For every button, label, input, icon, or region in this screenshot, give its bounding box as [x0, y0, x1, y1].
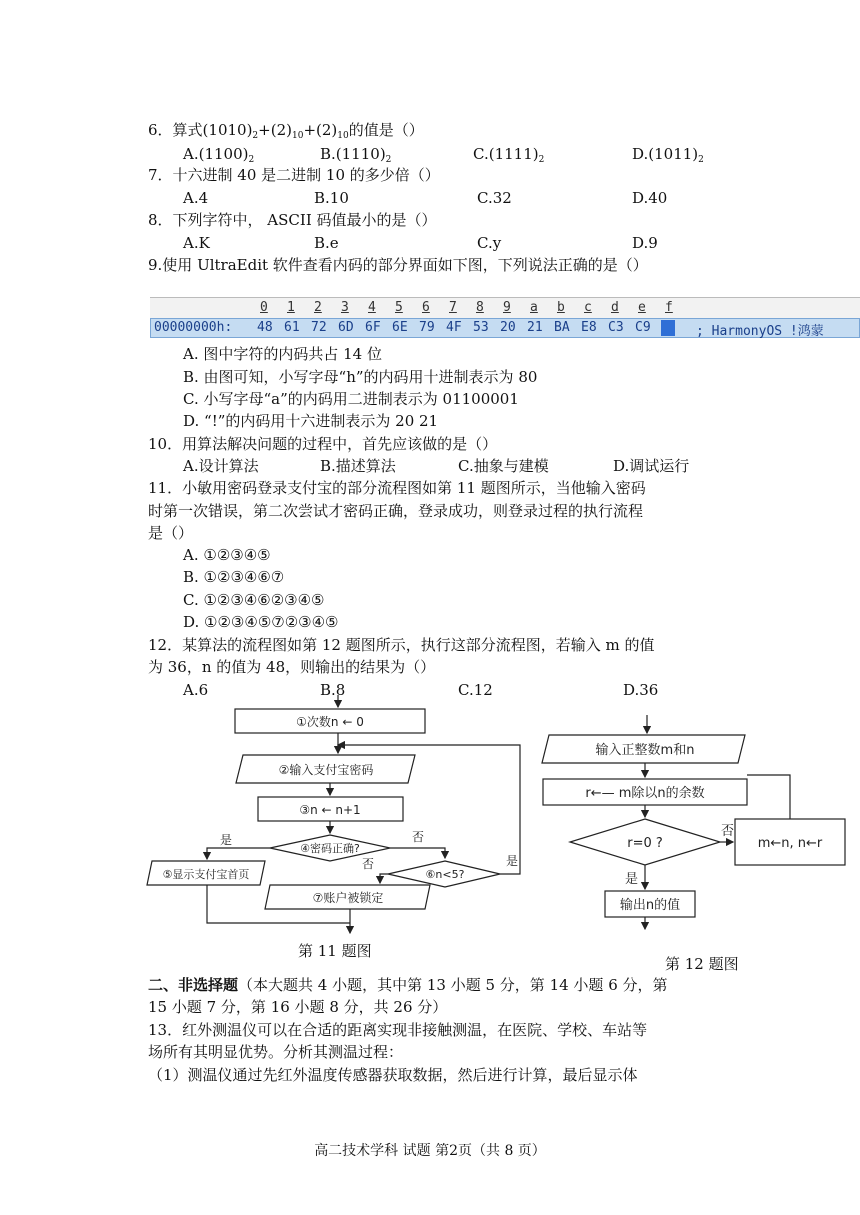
q13-line1: 13．红外测温仪可以在合适的距离实现非接触测温，在医院、学校、车站等: [148, 1021, 648, 1039]
hex-byte: 4F: [446, 320, 462, 335]
q8-option-a: A.K: [183, 234, 210, 252]
fig11-yes-label: 是: [220, 833, 233, 847]
fig11-no2-label: 否: [362, 857, 375, 871]
hex-col: 3: [341, 300, 349, 315]
q10-option-a: A.设计算法: [183, 457, 259, 475]
q9-option-a: A. 图中字符的内码共占 14 位: [183, 345, 382, 363]
hex-byte: E8: [581, 320, 597, 335]
fig11-node3-label: ③n ← n+1: [299, 803, 361, 817]
q6-option-c: $C.(1111)_2$: [473, 145, 545, 165]
hex-col: 5: [395, 300, 403, 315]
hex-col: 6: [422, 300, 430, 315]
hex-col: 2: [314, 300, 322, 315]
hex-viewer: [150, 297, 860, 341]
hex-address: 00000000h:: [154, 320, 233, 335]
q11-option-b: B. ①②③④⑥⑦: [183, 568, 285, 586]
fig11-yes2-label: 是: [506, 854, 519, 868]
q9-option-c: C. 小写字母“a”的内码用二进制表示为 01100001: [183, 390, 519, 408]
figure-12-caption: 第 12 题图: [665, 955, 739, 973]
q7-option-b: B.10: [314, 189, 349, 207]
q10-option-c: C.抽象与建模: [458, 457, 549, 475]
hex-col: 7: [449, 300, 457, 315]
hex-column-header: [150, 297, 860, 319]
q12-option-b: B.8: [320, 681, 346, 699]
fig11-node4-label: ④密码正确?: [300, 842, 360, 855]
q11-stem-line2: 时第一次错误，第二次尝试才密码正确，登录成功，则登录过程的执行流程: [148, 502, 644, 520]
hex-col: c: [584, 300, 592, 315]
fig11-node2-label: ②输入支付宝密码: [278, 763, 374, 777]
q11-stem-line3: 是（）: [148, 524, 194, 542]
part2-heading: [148, 975, 668, 995]
q11-stem-line1: 11．小敏用密码登录支付宝的部分流程图如第 11 题图所示，当他输入密码: [148, 479, 646, 497]
q13-line2: 场所有其明显优势。分析其测温过程：: [148, 1043, 404, 1061]
page-footer: 高二技术学科 试题 第2页（共 8 页）: [314, 1143, 546, 1159]
q7-option-a: A.4: [183, 189, 209, 207]
q8-option-c: C.y: [477, 234, 502, 252]
hex-col: 0: [260, 300, 268, 315]
q9-option-d: D. “!”的内码用十六进制表示为 20 21: [183, 412, 439, 430]
figure-11-flowchart: [140, 695, 530, 940]
hex-col: 4: [368, 300, 376, 315]
fig12-calc-label: r←— m除以n的余数: [585, 786, 705, 801]
hex-cursor: [661, 320, 675, 336]
hex-byte: 6E: [392, 320, 408, 335]
hex-col: 1: [287, 300, 295, 315]
q6-option-d: $D.(1011)_2$: [632, 145, 704, 165]
hex-byte: 72: [311, 320, 327, 335]
fig12-input-label: 输入正整数m和n: [595, 743, 695, 758]
q12-stem-line1: 12．某算法的流程图如第 12 题图所示，执行这部分流程图，若输入 m 的值: [148, 636, 655, 654]
fig12-yes-label: 是: [625, 872, 639, 887]
hex-byte: 48: [257, 320, 273, 335]
fig12-no-label: 否: [721, 824, 735, 839]
hex-byte: 61: [284, 320, 300, 335]
hex-byte: C9: [635, 320, 651, 335]
fig11-no-label: 否: [412, 830, 425, 844]
q8-option-d: D.9: [632, 234, 658, 252]
q11-option-d: D. ①②③④⑤⑦②③④⑤: [183, 613, 339, 631]
hex-col: f: [665, 300, 673, 315]
fig12-condition-label: r=0 ?: [627, 836, 663, 851]
q13-line3: （1）测温仪通过先红外温度传感器获取数据，然后进行计算，最后显示体: [148, 1066, 638, 1084]
q8-stem: 8．下列字符中， ASCII 码值最小的是（）: [148, 211, 437, 229]
fig12-output-label: 输出n的值: [619, 898, 681, 913]
hex-byte: C3: [608, 320, 624, 335]
hex-byte: 21: [527, 320, 543, 335]
q7-option-d: D.40: [632, 189, 668, 207]
fig11-node6-label: ⑥n<5?: [425, 868, 465, 881]
fig11-node1-label: ①次数n ← 0: [296, 715, 364, 729]
q12-option-d: D.36: [623, 681, 659, 699]
q12-stem-line2: 为 36，n 的值为 48，则输出的结果为（）: [148, 658, 436, 676]
fig12-assign-label: m←n, n←r: [757, 836, 823, 851]
part2-desc-1: （本大题共 4 小题，其中第 13 小题 5 分，第 14 小题 6 分，第: [238, 976, 668, 994]
q9-option-b: B. 由图可知，小写字母“h”的内码用十进制表示为 80: [183, 368, 538, 386]
hex-col: 8: [476, 300, 484, 315]
hex-byte: 20: [500, 320, 516, 335]
q8-option-b: B.e: [314, 234, 339, 252]
hex-byte: 79: [419, 320, 435, 335]
q11-option-c: C. ①②③④⑥②③④⑤: [183, 591, 325, 609]
q10-stem: 10．用算法解决问题的过程中，首先应该做的是（）: [148, 435, 498, 453]
hex-byte: BA: [554, 320, 570, 335]
q10-option-d: D.调试运行: [613, 457, 690, 475]
q6-option-a: $A.(1100)_2$: [183, 145, 255, 165]
q10-option-b: B.描述算法: [320, 457, 396, 475]
hex-text: ; HarmonyOS !鸿蒙: [696, 324, 824, 339]
figure-12-flowchart: [535, 715, 850, 930]
q6-stem: 6．算式$(1010)_2+(2)_{10}+(2)_{10}$的值是（）: [148, 121, 424, 141]
hex-col: d: [611, 300, 619, 315]
figure-11-caption: 第 11 题图: [298, 942, 372, 960]
hex-col: b: [557, 300, 565, 315]
part2-desc-2: 15 小题 7 分，第 16 小题 8 分，共 26 分）: [148, 998, 448, 1016]
hex-byte: 6F: [365, 320, 381, 335]
q7-option-c: C.32: [477, 189, 512, 207]
hex-data-row: [150, 318, 860, 338]
q6-option-b: $B.(1110)_2$: [320, 145, 392, 165]
fig11-node5-label: ⑤显示支付宝首页: [162, 868, 250, 881]
q11-option-a: A. ①②③④⑤: [183, 546, 271, 564]
fig11-node7-label: ⑦账户被锁定: [312, 891, 384, 905]
q9-stem: 9.使用 UltraEdit 软件查看内码的部分界面如下图，下列说法正确的是（）: [148, 256, 648, 274]
part2-title: 二、非选择题: [148, 976, 239, 994]
q12-option-a: A.6: [183, 681, 209, 699]
hex-byte: 53: [473, 320, 489, 335]
q12-option-c: C.12: [458, 681, 493, 699]
hex-col: a: [530, 300, 538, 315]
q7-stem: 7．十六进制 40 是二进制 10 的多少倍（）: [148, 166, 440, 184]
hex-byte: 6D: [338, 320, 354, 335]
hex-col: e: [638, 300, 646, 315]
hex-col: 9: [503, 300, 511, 315]
